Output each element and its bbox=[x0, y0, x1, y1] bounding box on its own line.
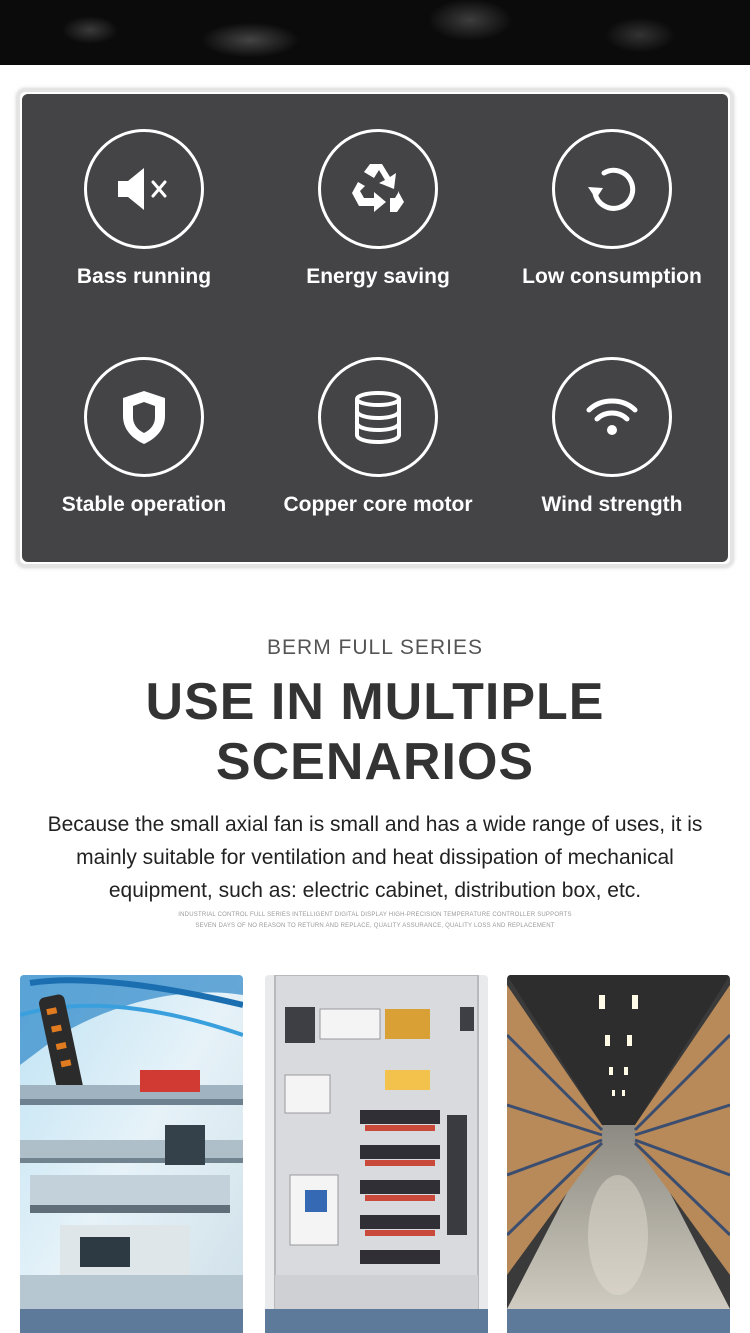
feature-bass-running bbox=[27, 129, 261, 289]
wifi-signal-icon bbox=[552, 357, 672, 477]
scene-image-electric-cabinet bbox=[265, 975, 488, 1333]
scene-caption-bar bbox=[20, 1309, 243, 1333]
fineprint-line-1: INDUSTRIAL CONTROL FULL SERIES INTELLIGENT DIGITAL DISPLAY HIGH-PRECISION TEMPERATURE CONTROLLER SUPPORTS bbox=[178, 912, 572, 918]
feature-label: Wind strength bbox=[541, 493, 683, 516]
feature-wind-strength bbox=[495, 357, 729, 517]
headline-line-2: SCENARIOS bbox=[215, 733, 535, 791]
section-description: Because the small axial fan is small and has a wide range of uses, it is mainly suitable for ventilation and heat dissipation of mechanical equipment, such as: electric cabinet, distribution box, etc. bbox=[47, 813, 703, 902]
recycle-icon bbox=[318, 129, 438, 249]
scene-caption-bar bbox=[507, 1309, 730, 1333]
feature-label: Bass running bbox=[76, 265, 212, 288]
feature-copper-core-motor bbox=[261, 357, 495, 517]
fineprint-line-2: SEVEN DAYS OF NO REASON TO RETURN AND REPLACE, QUALITY ASSURANCE, QUALITY LOSS AND REPLACEMENT bbox=[195, 923, 555, 929]
scene-caption-bar bbox=[265, 1309, 488, 1333]
feature-label: Low consumption bbox=[522, 265, 702, 288]
scene-image-warehouse bbox=[507, 975, 730, 1333]
feature-stable-operation bbox=[27, 357, 261, 517]
feature-label: Copper core motor bbox=[283, 493, 473, 516]
section-headline bbox=[0, 672, 750, 792]
section-subtitle: BERM FULL SERIES bbox=[267, 636, 483, 659]
feature-energy-saving bbox=[261, 129, 495, 289]
header-banner-image bbox=[0, 0, 750, 65]
shield-icon bbox=[84, 357, 204, 477]
feature-low-consumption bbox=[495, 129, 729, 289]
feature-panel bbox=[17, 89, 733, 567]
refresh-arrow-icon bbox=[552, 129, 672, 249]
speaker-mute-icon bbox=[84, 129, 204, 249]
feature-label: Energy saving bbox=[306, 265, 450, 288]
scene-image-machinery bbox=[20, 975, 243, 1333]
database-cylinder-icon bbox=[318, 357, 438, 477]
feature-label: Stable operation bbox=[61, 493, 227, 516]
headline-line-1: USE IN MULTIPLE bbox=[145, 673, 605, 731]
